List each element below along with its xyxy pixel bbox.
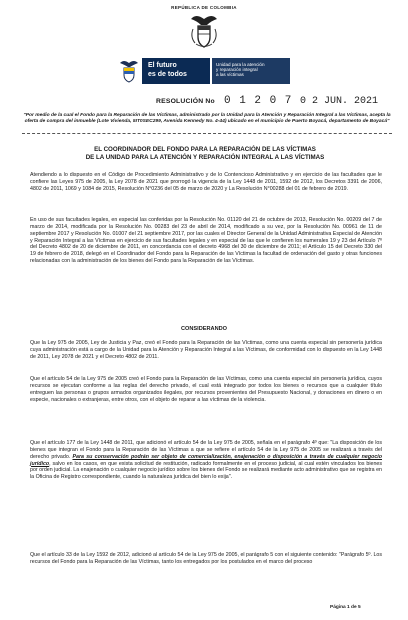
divider xyxy=(22,133,392,134)
resolution-date: 0 2 JUN. 2021 xyxy=(300,96,379,107)
republica-heading: REPÚBLICA DE COLOMBIA xyxy=(171,5,237,10)
resolution-header xyxy=(0,96,408,110)
resolution-label: RESOLUCIÓN No xyxy=(156,98,215,105)
resolution-subject: "Por medio de la cual el Fondo para la Reparación de las Víctimas, administrado por la Unidad para la Atención y Reparación Integral a las Víctimas, acepta la oferta de compra del inmueble (Lote Vivienda, 5IT0SEC299, Avenida Kennedy No. 4-44) ubicado en el municipio de Puerto Boyacá, departamento de Boyacá" xyxy=(23,113,391,125)
colombia-emblem-icon xyxy=(118,59,140,83)
paragraph-preamble: Atendiendo a lo dispuesto en el Código de Procedimiento Administrativo y de lo Contencioso Administrativo y en ejercicio de las facultades que le confiere las Leyes 975 de 2005, la Ley 2078 de 2021 que prorrogó la vigencia de la Ley 1448 de 2011, 1592 de 2012, los Decretos 3391 de 2006, 4802 de 2011, 1069 y 1084 de 2015, Resolución N°0236 del 05 de marzo de 2020 y La Resolución N°00288 del 01 de febrero de 2019. xyxy=(30,172,382,192)
page-number: Página 1 de 5 xyxy=(330,605,361,610)
el-futuro-logo: El futuro es de todos xyxy=(142,58,210,84)
coat-of-arms-icon xyxy=(187,13,221,49)
institutional-logos xyxy=(118,58,290,84)
paragraph-ley-975: Que la Ley 975 de 2005, Ley de Justicia y Paz, creó el Fondo para la Reparación de las Víctimas, como una cuenta especial sin personería jurídica cuya administración está a cargo de la Unidad para la Atención y Reparación Integral a las Víctimas, de conformidad con lo dispuesto en la Ley 1448 de 2011, Ley 2078 de 2021 y el Decreto 4802 de 2011. xyxy=(30,340,382,360)
emphasized-clause: Para su conservación podrán ser objeto de comercialización, enajenación o disposición a través de cualquier negocio jurídico xyxy=(30,453,382,467)
section-considerando: CONSIDERANDO xyxy=(181,326,227,332)
paragraph-articulo-54: Que el artículo 54 de la Ley 975 de 2005 creó el Fondo para la Reparación de las Víctimas, como una cuenta especial sin personería jurídica, cuyos recursos se ejecutan conforme a las reglas del derecho privado, el cual está integrado por todos los bienes o recursos que a cualquier título entreguen las personas o grupos armados organizados ilegales, por recursos provenientes del Presupuesto Nacional, y donaciones en dinero o en especie, nacionales o extranjeras, entre otros, con el objeto de reparar a las víctimas de la violencia. xyxy=(30,376,382,403)
paragraph-faculties: En uso de sus facultades legales, en especial las conferidas por la Resolución No. 01120 del 21 de octubre de 2013, Resolución No. 00209 del 7 de marzo de 2014, modificada por la Resolución No. 00283 del 23 de abril de 2014, modificado a su vez, por la Resolución No. 00961 de 11 de septiembre 2017 y Resolución No. 01007 del 21 septiembre 2017, por las cuales el Director General de la Unidad Administrativa Especial de Atención y Reparación Integral a las Víctimas en ejercicio de sus facultades legales y en especial de las que le confieren los numerales 19 y 23 del Artículo 7º del Decreto 4802 de 20 de diciembre de 2011, en concordancia con el decreto 4968 del 30 de diciembre de 2011; el Artículo 15 del Decreto 330 del 19 de febrero de 2018, delegó en el Coordinador del Fondo para la Reparación de las Víctimas la facultad de ordenación del gasto y otras funciones relacionadas con la administración de los bienes del Fondo para la Reparación de las Víctimas. xyxy=(30,217,382,265)
paragraph-articulo-177: Que el artículo 177 de la Ley 1448 de 2011, que adicionó el artículo 54 de la Ley 975 de 2005, señala en el parágrafo 4º que: "La disposición de los bienes que integran el Fondo para la Reparación de las Víctimas a que se refiere el artículo 54 de la Ley 975 de 2005 se realizará a través del derecho privado. Para su conservación podrán ser objeto de comercialización, enajenación o disposición a través de cualquier negocio jurídico, salvo en los casos, en que exista solicitud de restitución, radicado formalmente en el proceso judicial, al cual estén vinculados los bienes por orden judicial. La enajenación o cualquier negocio jurídico sobre los bienes del Fondo se realizará mediante acto administrativo que se registra en la Oficina de Registro correspondiente, cuando la naturaleza jurídica del bien lo exija". xyxy=(30,440,382,481)
paragraph-articulo-33: Que el artículo 33 de la Ley 1592 de 2012, adicionó al artículo 54 de la Ley 975 de 2005, el parágrafo 5 con el siguiente contenido: "Parágrafo 5º. Los recursos del Fondo para la Reparación de las Víctimas, tanto los entregados por los postulados en el marco del proceso xyxy=(30,552,382,565)
unidad-victimas-logo: Unidad para la atención y reparación integral a las víctimas xyxy=(212,58,290,84)
coordinator-title: EL COORDINADOR DEL FONDO PARA LA REPARACIÓN DE LAS VÍCTIMAS DE LA UNIDAD PARA LA ATENCIÓN Y REPARACIÓN INTEGRAL A LAS VÍCTIMAS xyxy=(85,146,325,161)
resolution-number: 0 1 2 0 7 xyxy=(224,95,293,107)
